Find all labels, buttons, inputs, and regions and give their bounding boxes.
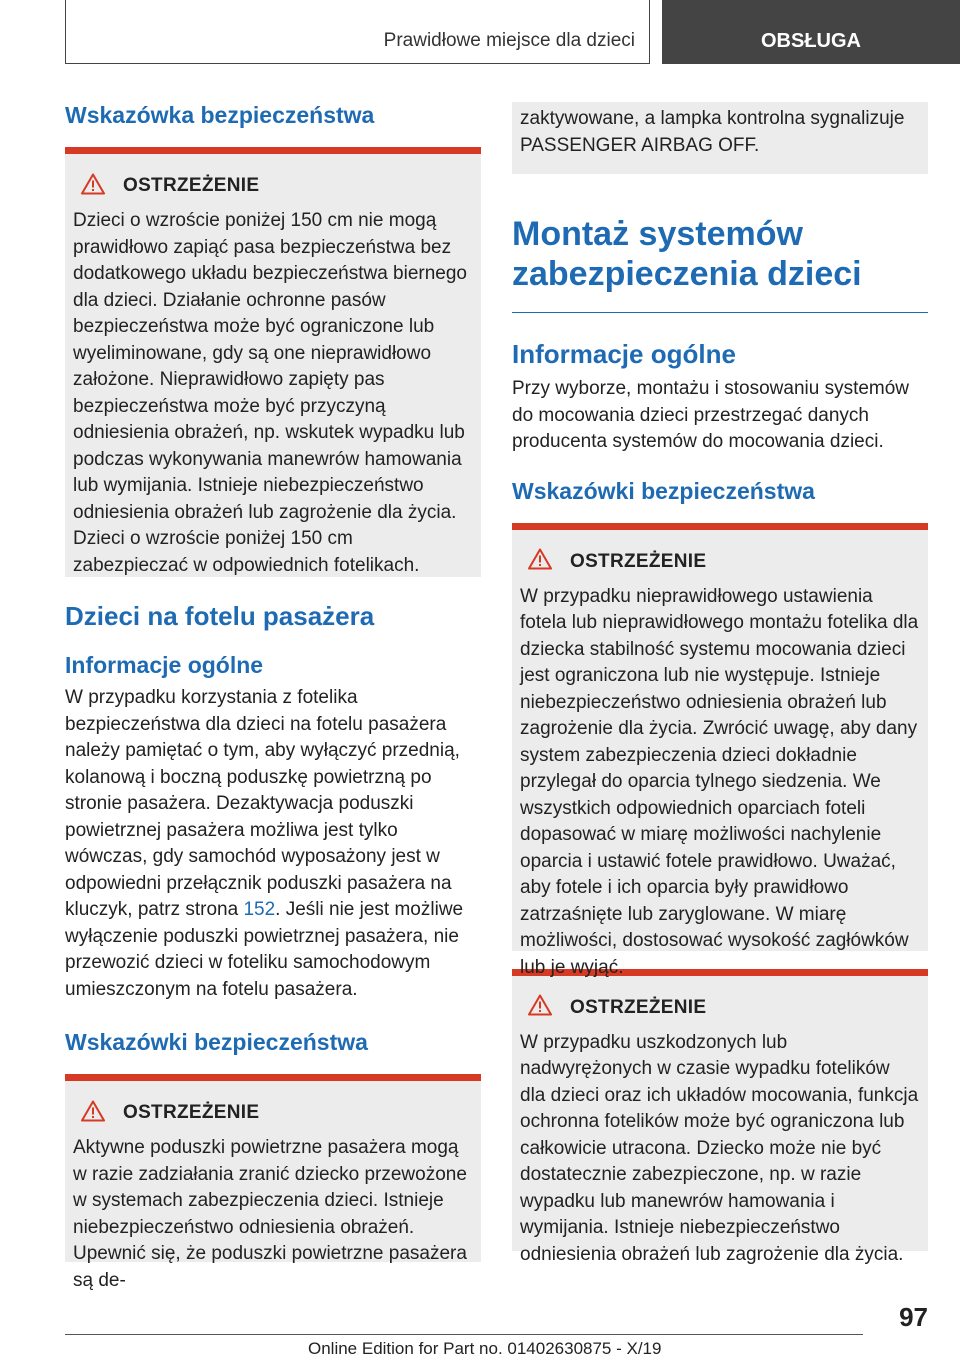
warning-box-2 [65, 1074, 481, 1291]
general-info-text: W przypadku korzystania z fotelika bezpieczeństwa dla dzieci na fotelu pasażera należy pamiętać o tym, aby wyłączyć przednią, kolanową i boczną poduszkę powietrzną po stronie pasażera. Dezaktywacja poduszki powietrznej pasażera możliwa jest tylko wówczas, gdy samochód wyposażony jest w odpowiedni przełącznik poduszki pasażera na kluczyk, patrz strona 152. Jeśli nie jest możliwe wyłączenie poduszki powietrznej pasażera, nie przewozić dzieci w foteliku samochodowym umieszczonym na fotelu pasażera. [65, 687, 464, 1000]
heading-rule [512, 312, 928, 313]
left-column [65, 100, 481, 1291]
warning-label: OSTRZEŻENIE [123, 1102, 260, 1123]
warning-triangle-icon [73, 1100, 123, 1127]
warning-box-3 [512, 523, 928, 978]
warning-title [73, 172, 473, 200]
heading-mounting-child-seats: Montaż systemów zabezpieczenia dzieci [512, 215, 862, 293]
warning-triangle-icon [73, 173, 123, 200]
footer-edition: Online Edition for Part no. 01402630875 - X/19 [308, 1339, 662, 1358]
warning-body: W przypadku uszkodzonych lub nadwyrężonych w czasie wypadku fotelików dla dzieci oraz ich układów mocowania, funkcja ochronna fotelików może być ograniczona lub całkowicie utracona. Dziecko może nie być dostatecznie zabezpieczone, np. w razie wypadku lub manewrów hamowania i wymijania. Istnieje niebezpieczeństwo odniesienia obrażeń lub zagrożenie dla życia. [520, 1031, 919, 1265]
right-column [512, 102, 928, 1265]
warning-label: OSTRZEŻENIE [570, 996, 707, 1018]
page-link[interactable]: 152 [243, 899, 276, 920]
warning-title [73, 1099, 473, 1127]
warning-title [520, 548, 920, 576]
header-frame [65, 0, 650, 64]
continued-warning: zaktywowane, a lampka kontrolna sygnalizuje PASSENGER AIRBAG OFF. [512, 102, 928, 174]
heading-safety-tips: Wskazówki bezpieczeństwa [65, 1029, 368, 1055]
warning-body: Dzieci o wzroście poniżej 150 cm nie mogą prawidłowo zapiąć pasa bezpieczeństwa bez dodatkowego układu bezpieczeństwa biernego dla dzieci. Działanie ochronne pasów bezpieczeństwa może być ograniczone lub wyeliminowane, gdy są one nieprawidłowo założone. Nieprawidłowo zapięty pas bezpieczeństwa może być przyczyną odniesienia obrażeń, np. wskutek wypadku lub podczas wykonywania manewrów hamowania lub wymijania. Istnieje niebezpieczeństwo odniesienia obrażeń lub zagrożenie dla życia. Dzieci o wzroście poniżej 150 cm zabezpieczać w odpowiednich fotelikach. [73, 210, 467, 576]
page-number: 97 [899, 1302, 928, 1332]
warning-title [520, 994, 920, 1022]
section-title: Prawidłowe miejsce dla dzieci [383, 30, 635, 51]
warning-triangle-icon [520, 548, 570, 575]
heading-safety-note: Wskazówka bezpieczeństwa [65, 102, 375, 128]
warning-triangle-icon [520, 994, 570, 1021]
heading-child-passenger-seat: Dzieci na fotelu pasażera [65, 601, 375, 631]
heading-general-info: Informacje ogólne [65, 652, 264, 678]
footer-rule [65, 1334, 863, 1335]
warning-body: W przypadku nieprawidłowego ustawienia fotela lub nieprawidłowego montażu fotelika dla dziecka stabilność systemu mocowania dzieci jest ograniczona lub nie występuje. Istnieje niebezpieczeństwo odniesienia obrażeń lub zagrożenie dla życia. Zwrócić uwagę, aby dany system zabezpieczenia dzieci dokładnie przylegał do oparcia tylnego siedzenia. We wszystkich odpowiednich oparciach foteli dopasować w miarę możliwości nachylenie oparcia i ustawić fotele prawidłowo. Uważać, aby fotele i ich oparcia były prawidłowo zatrzaśnięte lub zaryglowane. W miarę możliwości, dostosować wysokość zagłówków lub je wyjąć. [520, 585, 919, 978]
heading-safety-tips: Wskazówki bezpieczeństwa [512, 477, 815, 504]
warning-label: OSTRZEŻENIE [123, 175, 260, 196]
warning-box-4 [512, 969, 928, 1265]
heading-general-info: Informacje ogólne [512, 339, 736, 369]
warning-label: OSTRZEŻENIE [570, 550, 707, 572]
warning-body: Aktywne poduszki powietrzne pasażera mogą w razie zadziałania zranić dziecko przewożone w systemach zabezpieczenia dzieci. Istnieje niebezpieczeństwo odniesienia obrażeń. Upewnić się, że poduszki powietrzne pasażera są de- [73, 1137, 467, 1291]
warning-box-1 [65, 147, 481, 577]
chapter-tab: OBSŁUGA [662, 0, 960, 64]
general-info-text: Przy wyborze, montażu i stosowaniu systemów do mocowania dzieci przestrzegać danych producenta systemów do mocowania dzieci. [512, 378, 910, 452]
